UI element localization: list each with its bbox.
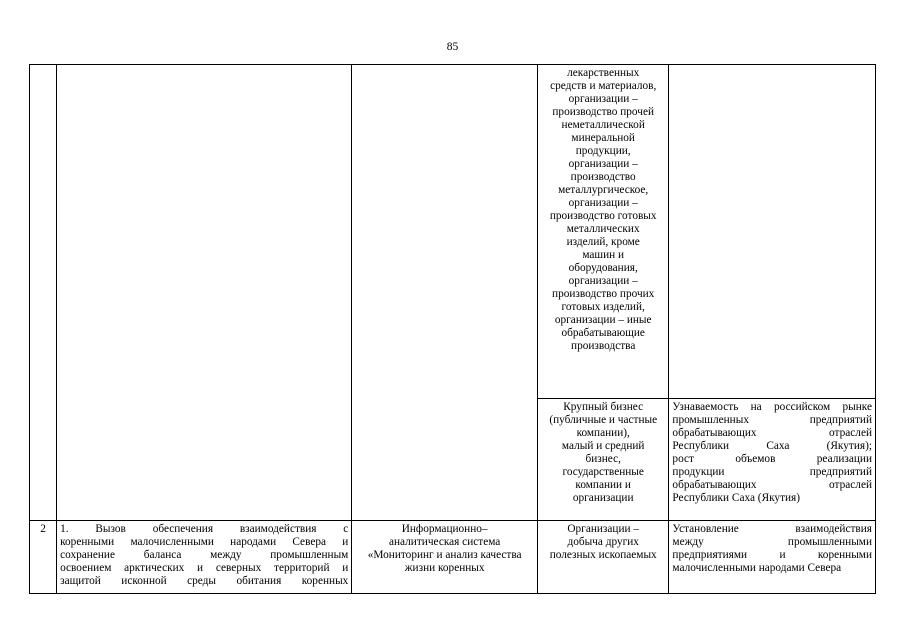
text-line: государственные: [562, 466, 644, 478]
cell-info-system: [352, 521, 538, 594]
text-line: коренными малочисленными народами Севера и: [60, 536, 349, 548]
text-line: готовых изделий,: [561, 301, 645, 313]
cell-expected-results: [669, 399, 876, 521]
cell-challenge: [57, 521, 352, 594]
cell-result: [669, 521, 876, 594]
info-system-text: [355, 523, 534, 575]
text-line: освоением арктических и северных территорий и: [60, 562, 349, 574]
text-line: промышленных предприятий: [672, 414, 872, 426]
text-line: оборудования,: [568, 262, 638, 274]
business-types-list: [541, 401, 665, 505]
cell-number-empty: [30, 65, 57, 521]
text-line: организации –: [568, 197, 638, 209]
text-line: малый и средний: [561, 440, 645, 452]
industries-text: [541, 523, 665, 562]
text-line: металлургическое,: [558, 184, 649, 196]
text-line: организации –: [568, 275, 638, 287]
text-line: минеральной: [571, 132, 635, 144]
table-row-2: [30, 521, 876, 594]
cell-challenge-empty: [57, 65, 352, 521]
text-line: изделий, кроме: [566, 236, 640, 248]
cell-row-number: 2: [30, 521, 57, 594]
text-line: производство: [570, 171, 636, 183]
text-line: Организации –: [567, 523, 640, 535]
text-line: неметаллической: [561, 119, 645, 131]
text-line: продукции,: [575, 145, 631, 157]
expected-results-text: [672, 401, 872, 505]
text-line: Установление взаимодействия: [672, 523, 872, 535]
text-line: «Мониторинг и анализ качества: [367, 549, 522, 561]
text-line: предприятиями и коренными: [672, 549, 872, 561]
result-text: [672, 523, 872, 575]
text-line: рост объемов реализации: [672, 453, 872, 465]
text-line: производства: [571, 340, 636, 352]
table-row-continuation-a: [30, 65, 876, 399]
cell-business-types: [537, 399, 668, 521]
cell-industries-continued: [537, 65, 668, 399]
text-line: между промышленными: [672, 536, 872, 548]
measures-table: [29, 64, 876, 594]
text-line: лекарственных: [567, 67, 640, 79]
text-line: организации – иные: [554, 314, 652, 326]
text-line: компании),: [576, 427, 630, 439]
text-line: Республики Саха (Якутия);: [672, 440, 872, 452]
text-line: 1. Вызов обеспечения взаимодействия с: [60, 523, 349, 535]
text-line: малочисленными народами Севера: [672, 562, 842, 574]
text-line: компании и: [575, 479, 631, 491]
text-line: организации –: [568, 93, 638, 105]
text-line: продукции предприятий: [672, 466, 872, 478]
text-line: защитой исконной среды обитания коренных: [60, 575, 349, 587]
text-line: организации –: [568, 158, 638, 170]
text-line: обрабатывающие: [561, 327, 645, 339]
text-line: полезных ископаемых: [549, 549, 657, 561]
text-line: Узнаваемость на российском рынке: [672, 401, 872, 413]
text-line: добыча других: [567, 536, 639, 548]
cell-industries: [537, 521, 668, 594]
text-line: обрабатывающих отраслей: [672, 427, 872, 439]
cell-result-empty: [669, 65, 876, 399]
text-line: производство готовых: [549, 210, 657, 222]
cell-system-empty: [352, 65, 538, 521]
text-line: металлических: [566, 223, 640, 235]
text-line: производство прочих: [552, 288, 655, 300]
challenge-text: [60, 523, 348, 591]
page-number: 85: [446, 41, 459, 53]
text-line: Информационно–: [401, 523, 488, 535]
industries-list: [541, 67, 665, 353]
text-line: Крупный бизнес: [563, 401, 644, 413]
text-line: Республики Саха (Якутия): [672, 492, 801, 504]
text-line: организации: [572, 492, 634, 504]
text-line: машин и: [582, 249, 625, 261]
text-line: бизнес,: [585, 453, 621, 465]
text-line: обрабатывающих отраслей: [672, 479, 872, 491]
text-line: жизни коренных: [404, 562, 485, 574]
text-line: (публичные и частные: [549, 414, 658, 426]
text-line: аналитическая система: [389, 536, 501, 548]
text-line: производство прочей: [552, 106, 655, 118]
text-line: средств и материалов,: [550, 80, 657, 92]
text-line: сохранение баланса между промышленным: [60, 549, 349, 561]
